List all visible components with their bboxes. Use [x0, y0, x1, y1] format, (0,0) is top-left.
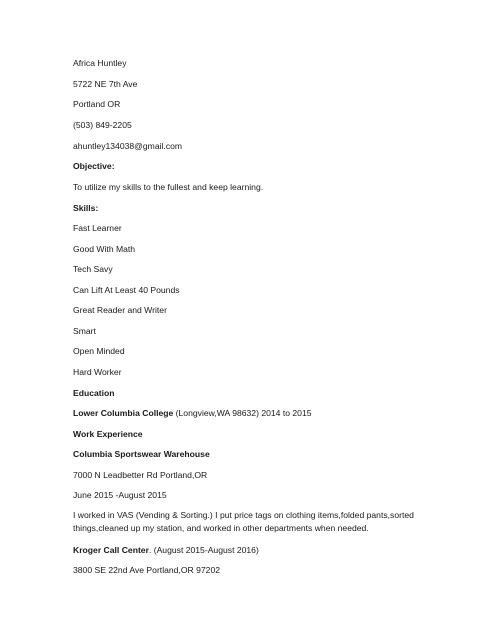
education-heading: Education	[73, 388, 115, 398]
skill-item: Tech Savy	[73, 264, 113, 274]
job-address: 7000 N Leadbetter Rd Portland,OR	[73, 470, 208, 480]
skill-item: Smart	[73, 326, 96, 336]
job-description: I worked in VAS (Vending & Sorting.) I put price tags on clothing items,folded pants,sorted things,cleaned up my station, and worked in other departments when needed.	[73, 510, 414, 533]
contact-name: Africa Huntley	[73, 58, 127, 68]
job-employer: Kroger Call Center	[73, 545, 149, 555]
contact-email: ahuntley134038@gmail.com	[73, 141, 183, 151]
objective-heading: Objective:	[73, 161, 115, 171]
education-school: Lower Columbia College	[73, 408, 174, 418]
job-employer: Columbia Sportswear Warehouse	[73, 449, 210, 459]
skill-item: Fast Learner	[73, 223, 122, 233]
skill-item: Good With Math	[73, 244, 136, 254]
job-dates: . (August 2015-August 2016)	[148, 545, 259, 555]
education-details: (Longview,WA 98632) 2014 to 2015	[173, 408, 312, 418]
contact-city: Portland OR	[73, 99, 121, 109]
skill-item: Great Reader and Writer	[73, 305, 167, 315]
skill-item: Can Lift At Least 40 Pounds	[73, 285, 180, 295]
contact-street: 5722 NE 7th Ave	[73, 79, 138, 89]
job-entry	[73, 545, 259, 556]
job-dates: June 2015 -August 2015	[73, 490, 167, 500]
objective-text: To utilize my skills to the fullest and keep learning.	[73, 182, 264, 192]
education-entry	[73, 408, 312, 419]
skill-item: Open Minded	[73, 346, 125, 356]
contact-phone: (503) 849-2205	[73, 120, 132, 130]
skills-heading: Skills:	[73, 203, 99, 213]
job-address: 3800 SE 22nd Ave Portland,OR 97202	[73, 565, 220, 575]
work-heading: Work Experience	[73, 429, 143, 439]
skill-item: Hard Worker	[73, 367, 122, 377]
